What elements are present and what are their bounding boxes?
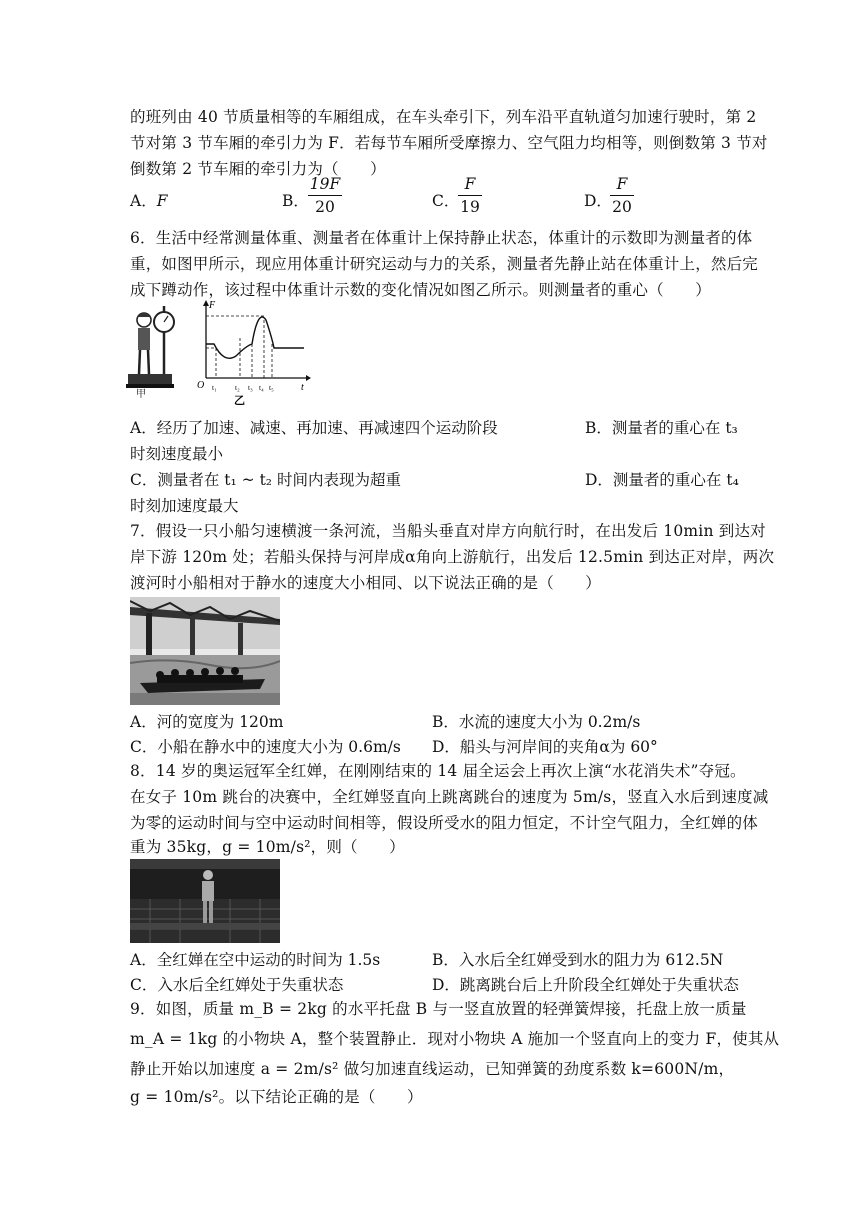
boat-on-river-photo bbox=[130, 597, 280, 705]
q8-line-2: 在女子 10m 跳台的决赛中，全红婵竖直向上跳离跳台的速度为 5m/s，竖直入水后到速度减 bbox=[130, 788, 769, 806]
tick-t2: t₂ bbox=[235, 383, 240, 392]
axis-label-F: F bbox=[209, 300, 216, 311]
q8-option-b[interactable]: B．入水后全红婵受到水的阻力为 612.5N bbox=[432, 951, 724, 969]
q5-option-c-numerator: F bbox=[464, 175, 476, 193]
q5-option-b-label: B． bbox=[282, 192, 309, 210]
q9-line-3: 静止开始以加速度 a = 2m/s² 做匀加速直线运动，已知弹簧的劲度系数 k=600N/m， bbox=[130, 1060, 735, 1078]
label-jia: 甲 bbox=[136, 389, 146, 400]
tick-t3: t₃ bbox=[248, 383, 253, 392]
q8-option-c[interactable]: C．入水后全红婵处于失重状态 bbox=[130, 976, 344, 994]
tick-t5: t₅ bbox=[269, 383, 274, 392]
q7-line-1: 7．假设一只小船匀速横渡一条河流，当船头垂直对岸方向航行时，在出发后 10min 到达对 bbox=[130, 522, 766, 540]
q8-line-3: 为零的运动时间与空中运动时间相等，假设所受水的阻力恒定，不计空气阻力，全红婵的体 bbox=[130, 814, 759, 832]
q5-option-a[interactable] bbox=[130, 189, 167, 211]
q7-option-d[interactable]: D．船头与河岸间的夹角α为 60° bbox=[432, 738, 658, 756]
q5-option-a-label: A． bbox=[130, 192, 157, 210]
tick-t1: t₁ bbox=[212, 383, 217, 392]
axis-label-origin: O bbox=[197, 380, 205, 391]
q5-line-1: 的班列由 40 节质量相等的车厢组成，在车头牵引下，列车沿平直轨道匀加速行驶时，第 2 bbox=[130, 108, 757, 126]
q7-option-b[interactable]: B．水流的速度大小为 0.2m/s bbox=[432, 713, 641, 731]
q6-line-1: 6．生活中经常测量体重、测量者在体重计上保持静止状态，体重计的示数即为测量者的体 bbox=[130, 229, 753, 247]
q5-option-c-fraction[interactable] bbox=[458, 175, 482, 216]
q5-option-b-denominator: 20 bbox=[315, 198, 335, 216]
q5-line-2: 节对第 3 节车厢的牵引力为 F．若每节车厢所受摩擦力、空气阻力均相等，则倒数第 3 节对 bbox=[130, 134, 768, 152]
q5-option-b-fraction[interactable] bbox=[308, 175, 342, 216]
label-yi: 乙 bbox=[234, 395, 245, 406]
q6-option-b[interactable]: B．测量者的重心在 t₃ bbox=[585, 419, 738, 437]
q8-option-a[interactable]: A．全红婵在空中运动的时间为 1.5s bbox=[130, 951, 381, 969]
q7-line-2: 岸下游 120m 处；若船头保持与河岸成α角向上游航行，出发后 12.5min 到达正对岸，两次 bbox=[130, 548, 775, 566]
q6-line-3: 成下蹲动作，该过程中体重计示数的变化情况如图乙所示。则测量者的重心（ ） bbox=[130, 281, 711, 299]
q6-option-b-continued: 时刻速度最小 bbox=[130, 445, 224, 463]
force-time-graph bbox=[194, 298, 314, 406]
tick-t4: t₄ bbox=[259, 383, 264, 392]
q7-option-a[interactable]: A．河的宽度为 120m bbox=[130, 713, 284, 731]
q9-line-1: 9．如图，质量 m_B = 2kg 的水平托盘 B 与一竖直放置的轻弹簧焊接，托盘上放一质量 bbox=[130, 1000, 747, 1018]
q9-line-2: m_A = 1kg 的小物块 A，整个装置静止．现对小物块 A 施加一个竖直向上的变力 F，使其从 bbox=[130, 1030, 780, 1048]
q8-line-4: 重为 35kg，g = 10m/s²，则（ ） bbox=[130, 838, 405, 856]
q7-option-c[interactable]: C．小船在静水中的速度大小为 0.6m/s bbox=[130, 738, 401, 756]
q5-option-c-label: C． bbox=[432, 192, 460, 210]
q5-option-d-denominator: 20 bbox=[612, 198, 632, 216]
q5-option-d-numerator: F bbox=[616, 175, 628, 193]
q9-line-4: g = 10m/s²。以下结论正确的是（ ） bbox=[130, 1088, 423, 1106]
diver-photo bbox=[130, 859, 280, 943]
q6-option-c[interactable]: C．测量者在 t₁ ~ t₂ 时间内表现为超重 bbox=[130, 471, 401, 489]
q7-line-3: 渡河时小船相对于静水的速度大小相同、以下说法正确的是（ ） bbox=[130, 574, 602, 592]
q5-option-a-value: F bbox=[156, 192, 168, 210]
q6-option-d-continued: 时刻加速度最大 bbox=[130, 497, 239, 515]
q6-option-a[interactable]: A．经历了加速、减速、再加速、再减速四个运动阶段 bbox=[130, 419, 498, 437]
q6-option-d[interactable]: D．测量者的重心在 t₄ bbox=[585, 471, 739, 489]
q6-line-2: 重，如图甲所示，现应用体重计研究运动与力的关系，测量者先静止站在体重计上，然后完 bbox=[130, 255, 759, 273]
q5-option-b-numerator: 19F bbox=[309, 175, 341, 193]
q8-line-1: 8．14 岁的奥运冠军全红婵，在刚刚结束的 14 届全运会上再次上演“水花消失术”夺冠。 bbox=[130, 762, 746, 780]
q5-option-d-label: D． bbox=[584, 192, 612, 210]
axis-label-t: t bbox=[301, 382, 304, 393]
scale-person-figure bbox=[126, 300, 186, 400]
q5-line-3: 倒数第 2 节车厢的牵引力为（ ） bbox=[130, 160, 386, 178]
q5-option-c-denominator: 19 bbox=[460, 198, 480, 216]
q8-option-d[interactable]: D．跳离跳台后上升阶段全红婵处于失重状态 bbox=[432, 976, 739, 994]
q5-option-d-fraction[interactable] bbox=[610, 175, 634, 216]
